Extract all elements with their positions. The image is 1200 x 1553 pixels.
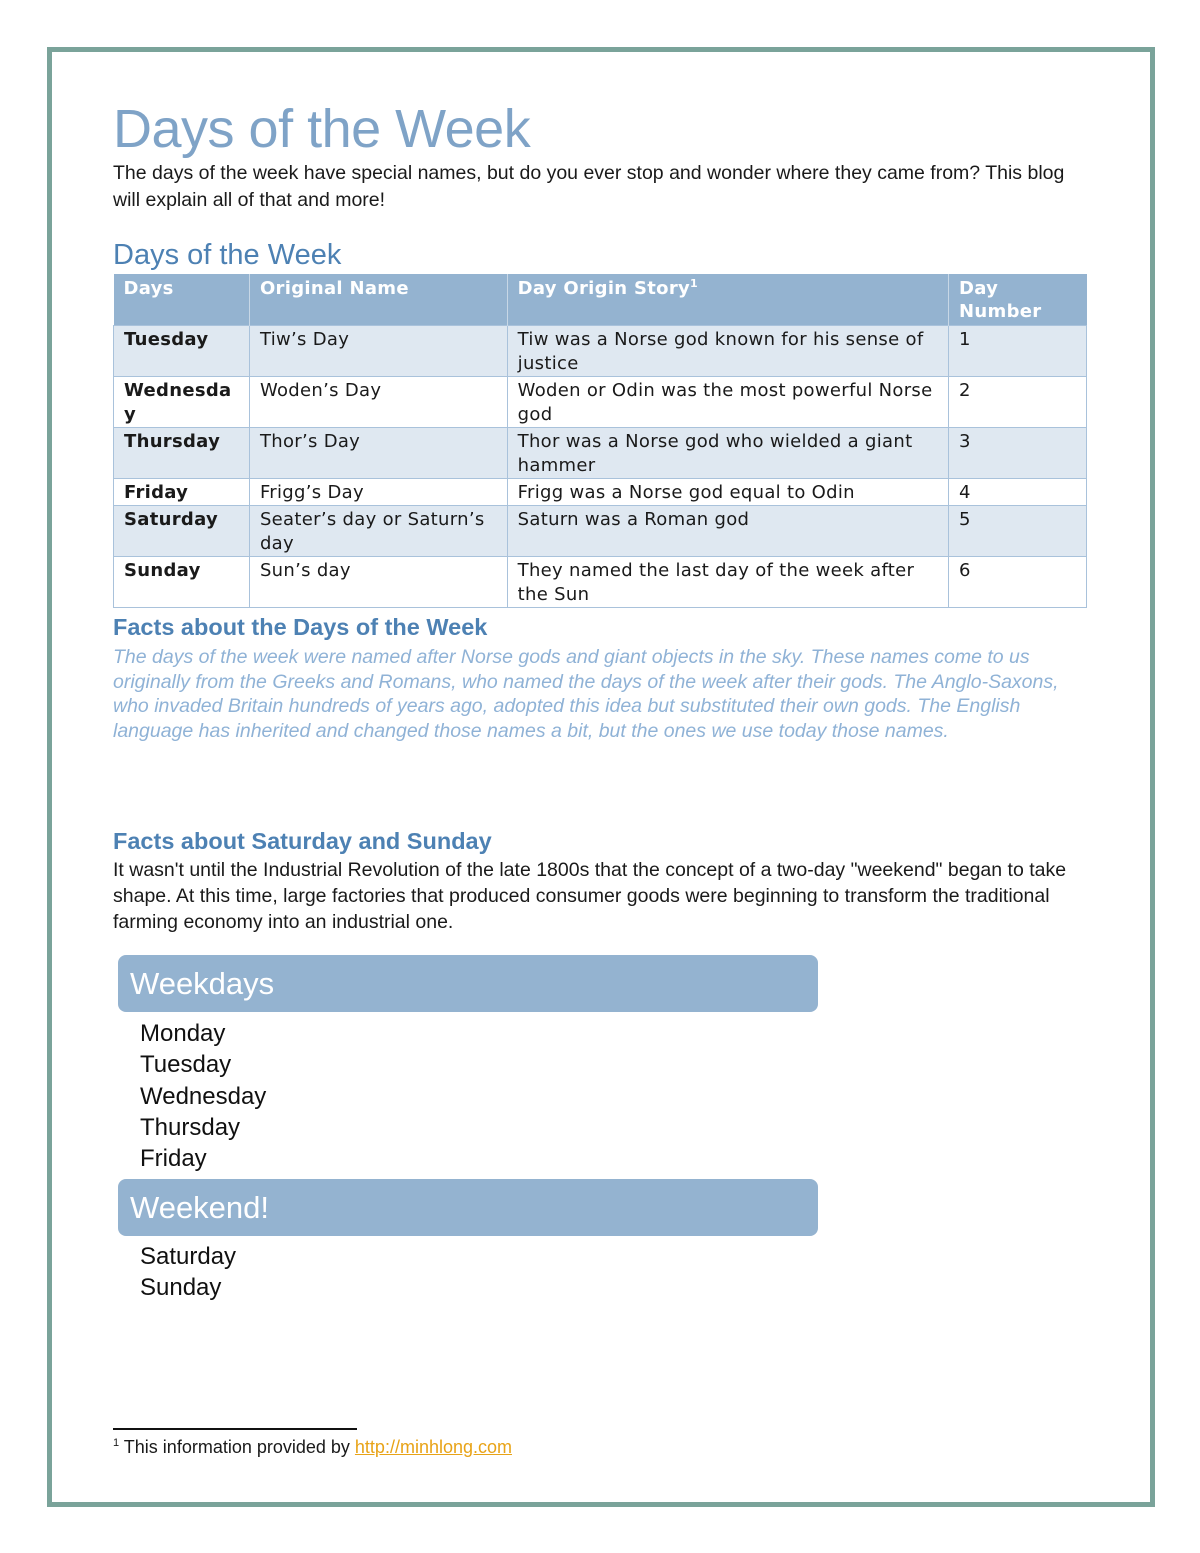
header-day-origin-story-label: Day Origin Story [517, 278, 691, 299]
list-item: Friday [140, 1145, 207, 1173]
cell-day-number: 6 [949, 557, 1087, 608]
table-section-heading: Days of the Week [113, 239, 342, 271]
table-row [114, 377, 1087, 428]
cell-original-name: Woden’s Day [249, 377, 507, 428]
list-item: Tuesday [140, 1051, 232, 1079]
cell-original-name: Frigg’s Day [249, 479, 507, 506]
cell-day-number: 4 [949, 479, 1087, 506]
cell-day-number: 3 [949, 428, 1087, 479]
cell-day-number: 5 [949, 506, 1087, 557]
cell-origin-story: Woden or Odin was the most powerful Norse god [507, 377, 948, 428]
weekend-list [140, 1241, 236, 1304]
cell-original-name: Seater’s day or Saturn’s day [249, 506, 507, 557]
weekend-facts-heading: Facts about Saturday and Sunday [113, 828, 492, 854]
footnote [113, 1436, 512, 1458]
list-item: Thursday [140, 1113, 241, 1141]
list-item: Saturday [140, 1243, 237, 1270]
footnote-text: This information provided by [119, 1437, 355, 1457]
header-original-name: Original Name [249, 274, 507, 326]
table-row [114, 557, 1087, 608]
weekend-banner: Weekend! [118, 1179, 818, 1236]
facts-paragraph: The days of the week were named after Norse gods and giant objects in the sky. These names come to us originally from the Greeks and Romans, who named the days of the week after their gods. The Anglo-Saxons, who invaded Britain hundreds of years ago, adopted this idea but substituted their own gods. The English language has inherited and changed those names a bit, but the ones we use today those names. [113, 646, 1059, 742]
cell-day: Wednesday [114, 377, 250, 428]
table-row [114, 479, 1087, 506]
cell-day: Tuesday [114, 326, 250, 377]
footnote-separator [113, 1428, 357, 1430]
page-title: Days of the Week [113, 99, 531, 159]
cell-origin-story: Tiw was a Norse god known for his sense of justice [507, 326, 948, 377]
cell-day: Friday [114, 479, 250, 506]
header-day-number: Day Number [949, 274, 1087, 326]
weekdays-list [140, 1018, 266, 1174]
table-row [114, 506, 1087, 557]
footnote-reference: 1 [690, 277, 699, 290]
footnote-marker: 1 [113, 1437, 120, 1449]
weekend-facts-paragraph: It wasn't until the Industrial Revolution of the late 1800s that the concept of a two-day "weekend" began to take shape. At this time, large factories that produced consumer goods were beginning to transform the traditional farming economy into an industrial one. [113, 859, 1067, 933]
list-item: Sunday [140, 1274, 222, 1302]
cell-day: Thursday [114, 428, 250, 479]
header-day-origin-story [507, 274, 948, 326]
cell-original-name: Sun’s day [249, 557, 507, 608]
cell-original-name: Thor’s Day [249, 428, 507, 479]
cell-origin-story: Saturn was a Roman god [507, 506, 948, 557]
cell-day-number: 1 [949, 326, 1087, 377]
header-days: Days [114, 274, 250, 326]
cell-origin-story: Frigg was a Norse god equal to Odin [507, 479, 948, 506]
cell-day: Sunday [114, 557, 250, 608]
days-table [113, 274, 1087, 608]
cell-day: Saturday [114, 506, 250, 557]
table-row [114, 326, 1087, 377]
cell-day-number: 2 [949, 377, 1087, 428]
cell-original-name: Tiw’s Day [249, 326, 507, 377]
cell-origin-story: They named the last day of the week after the Sun [507, 557, 948, 608]
list-item: Monday [140, 1020, 226, 1047]
table-row [114, 428, 1087, 479]
weekdays-banner: Weekdays [118, 955, 818, 1012]
list-item: Wednesday [140, 1082, 267, 1110]
cell-origin-story: Thor was a Norse god who wielded a giant hammer [507, 428, 948, 479]
table-header-row [114, 274, 1087, 326]
intro-paragraph: The days of the week have special names, but do you ever stop and wonder where they came from? This blog will explain all of that and more! [113, 162, 1065, 211]
footnote-link[interactable]: http://minhlong.com [354, 1437, 512, 1457]
facts-heading: Facts about the Days of the Week [113, 614, 488, 640]
